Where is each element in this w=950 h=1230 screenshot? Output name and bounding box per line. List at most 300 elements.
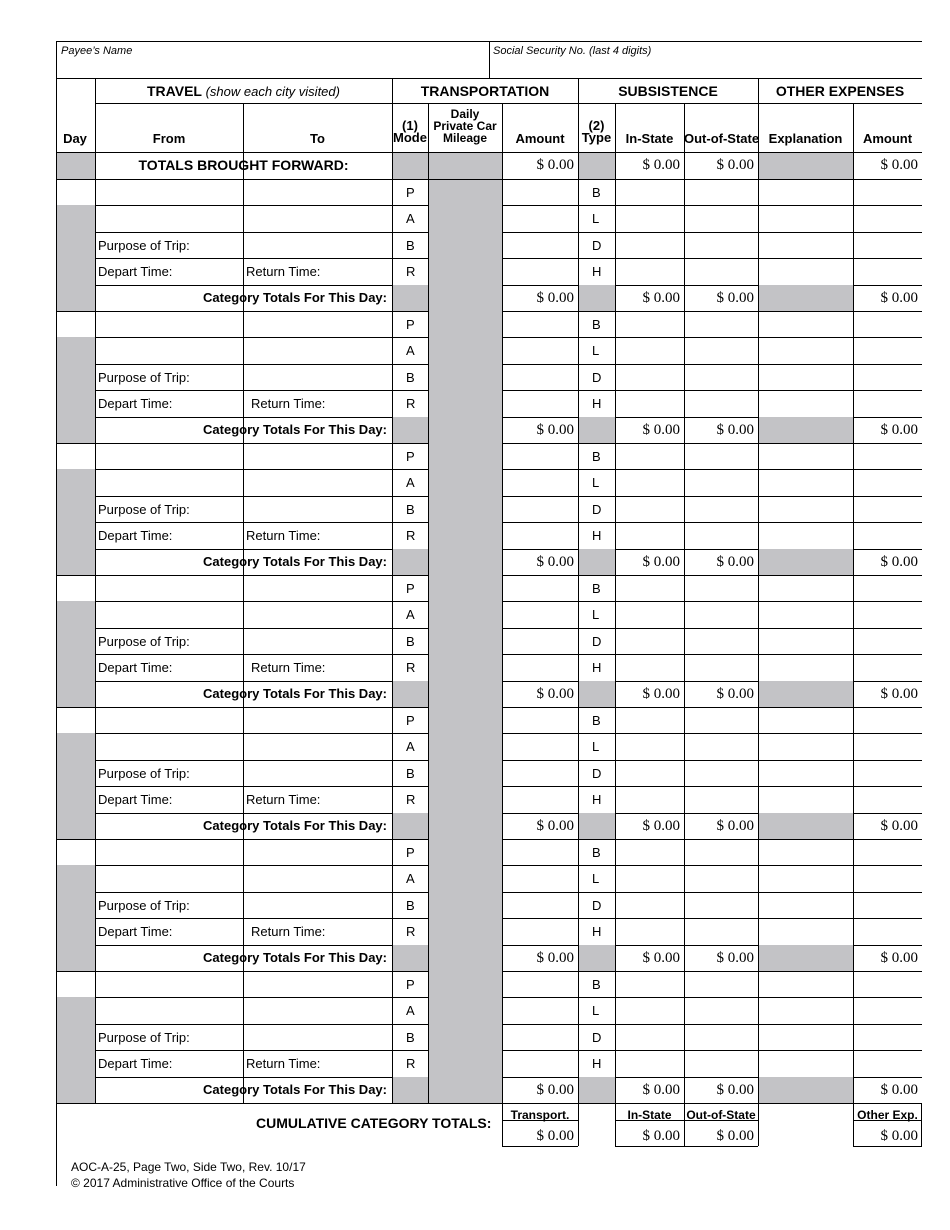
to-city-field[interactable] bbox=[244, 338, 391, 363]
in-state-field[interactable] bbox=[616, 840, 683, 864]
out-of-state-field[interactable] bbox=[685, 312, 757, 336]
in-state-field[interactable] bbox=[616, 761, 683, 785]
payee-name-label: Payee’s Name bbox=[61, 45, 133, 57]
transport-amount-field[interactable] bbox=[503, 259, 577, 284]
other-amount-field[interactable] bbox=[854, 655, 921, 680]
return-time-field[interactable] bbox=[329, 259, 391, 284]
out-of-state-field[interactable] bbox=[685, 444, 757, 468]
depart-time-field[interactable] bbox=[176, 259, 242, 284]
explanation-field[interactable] bbox=[759, 998, 852, 1023]
depart-time-field[interactable] bbox=[176, 787, 242, 812]
other-amount-field[interactable] bbox=[854, 998, 921, 1023]
in-state-field[interactable] bbox=[616, 708, 683, 732]
transport-amount-field[interactable] bbox=[503, 761, 577, 785]
other-amount-field[interactable] bbox=[854, 972, 921, 996]
in-state-field[interactable] bbox=[616, 972, 683, 996]
mileage-shade bbox=[428, 179, 502, 205]
in-state-field[interactable] bbox=[616, 523, 683, 548]
in-state-field[interactable] bbox=[616, 1051, 683, 1076]
type-code: H bbox=[592, 660, 602, 675]
other-amount-field[interactable] bbox=[854, 708, 921, 732]
type-code: L bbox=[592, 343, 600, 358]
depart-time-label: Depart Time: bbox=[98, 396, 173, 411]
out-of-state-field[interactable] bbox=[685, 180, 757, 204]
depart-time-label: Depart Time: bbox=[98, 1056, 173, 1071]
out-of-state-field[interactable] bbox=[685, 206, 757, 231]
out-of-state-field[interactable] bbox=[685, 365, 757, 389]
type-code: L bbox=[592, 607, 600, 622]
out-of-state-field[interactable] bbox=[685, 576, 757, 600]
mode-code: B bbox=[406, 370, 415, 385]
other-amount-field[interactable] bbox=[854, 523, 921, 548]
out-of-state-field[interactable] bbox=[685, 761, 757, 785]
ssn-label: Social Security No. (last 4 digits) bbox=[493, 45, 652, 57]
explanation-field[interactable] bbox=[759, 233, 852, 257]
day-field[interactable] bbox=[57, 180, 94, 204]
explanation-field[interactable] bbox=[759, 602, 852, 627]
purpose-of-trip-field[interactable] bbox=[196, 233, 391, 257]
mode-code: A bbox=[406, 739, 415, 754]
grid-line bbox=[56, 1103, 922, 1104]
explanation-field[interactable] bbox=[759, 761, 852, 785]
day-field[interactable] bbox=[57, 312, 94, 336]
other-amount-field[interactable] bbox=[854, 866, 921, 891]
explanation-field[interactable] bbox=[759, 444, 852, 468]
transport-amount-field[interactable] bbox=[503, 734, 577, 759]
day-other-total: $ 0.00 bbox=[880, 554, 918, 570]
purpose-of-trip-field[interactable] bbox=[196, 497, 391, 521]
out-of-state-field[interactable] bbox=[685, 629, 757, 653]
day-transport-total: $ 0.00 bbox=[536, 554, 574, 570]
transport-amount-field[interactable] bbox=[503, 233, 577, 257]
out-of-state-field[interactable] bbox=[685, 919, 757, 944]
out-of-state-field[interactable] bbox=[685, 972, 757, 996]
to-city-field[interactable] bbox=[244, 576, 391, 600]
from-city-field[interactable] bbox=[96, 602, 242, 627]
other-amount-field[interactable] bbox=[854, 602, 921, 627]
transport-amount-field[interactable] bbox=[503, 998, 577, 1023]
out-of-state-field[interactable] bbox=[685, 470, 757, 495]
other-amount-field[interactable] bbox=[854, 893, 921, 917]
day-field[interactable] bbox=[57, 708, 94, 732]
transport-amount-field[interactable] bbox=[503, 338, 577, 363]
out-of-state-field[interactable] bbox=[685, 497, 757, 521]
in-state-field[interactable] bbox=[616, 259, 683, 284]
return-time-label: Return Time: bbox=[251, 396, 326, 411]
explanation-field[interactable] bbox=[759, 655, 852, 680]
explanation-field[interactable] bbox=[759, 497, 852, 521]
day-transport-total: $ 0.00 bbox=[536, 950, 574, 966]
grid-line bbox=[95, 78, 96, 1103]
in-state-field[interactable] bbox=[616, 787, 683, 812]
mileage-shade bbox=[428, 285, 502, 311]
to-city-field[interactable] bbox=[244, 444, 391, 468]
out-of-state-field[interactable] bbox=[685, 840, 757, 864]
to-city-field[interactable] bbox=[244, 708, 391, 732]
in-state-field[interactable] bbox=[616, 893, 683, 917]
day-shade bbox=[57, 654, 95, 681]
transport-amount-field[interactable] bbox=[503, 1025, 577, 1049]
travel-title: TRAVEL bbox=[147, 83, 202, 99]
mode-code: P bbox=[406, 449, 415, 464]
transport-amount-field[interactable] bbox=[503, 972, 577, 996]
other-amount-field[interactable] bbox=[854, 470, 921, 495]
in-state-field[interactable] bbox=[616, 919, 683, 944]
other-amount-field[interactable] bbox=[854, 312, 921, 336]
mode-code: R bbox=[406, 396, 416, 411]
depart-time-field[interactable] bbox=[176, 523, 242, 548]
mode-code: R bbox=[406, 660, 416, 675]
day-field[interactable] bbox=[57, 972, 94, 996]
type-code: D bbox=[592, 502, 602, 517]
in-state-field[interactable] bbox=[616, 655, 683, 680]
in-state-field[interactable] bbox=[616, 576, 683, 600]
return-time-field[interactable] bbox=[329, 919, 391, 944]
col-mode-number: (1) bbox=[402, 118, 418, 133]
day-in-state-total: $ 0.00 bbox=[642, 950, 680, 966]
from-city-field[interactable] bbox=[96, 470, 242, 495]
explanation-field[interactable] bbox=[759, 972, 852, 996]
to-city-field[interactable] bbox=[244, 972, 391, 996]
from-city-field[interactable] bbox=[96, 444, 242, 468]
mileage-shade bbox=[428, 522, 502, 549]
day-field[interactable] bbox=[57, 444, 94, 468]
mileage-shade bbox=[428, 733, 502, 760]
transport-amount-field[interactable] bbox=[503, 391, 577, 416]
from-city-field[interactable] bbox=[96, 708, 242, 732]
transport-amount-field[interactable] bbox=[503, 629, 577, 653]
out-of-state-field[interactable] bbox=[685, 893, 757, 917]
in-state-field[interactable] bbox=[616, 338, 683, 363]
type-code: B bbox=[592, 185, 601, 200]
in-state-field[interactable] bbox=[616, 470, 683, 495]
out-of-state-field[interactable] bbox=[685, 998, 757, 1023]
in-state-field[interactable] bbox=[616, 365, 683, 389]
type-code: H bbox=[592, 396, 602, 411]
day-shade bbox=[57, 258, 95, 285]
return-time-field[interactable] bbox=[329, 391, 391, 416]
explanation-field[interactable] bbox=[759, 919, 852, 944]
explanation-field[interactable] bbox=[759, 523, 852, 548]
day-in-state-total: $ 0.00 bbox=[642, 554, 680, 570]
transport-amount-field[interactable] bbox=[503, 470, 577, 495]
in-state-field[interactable] bbox=[616, 391, 683, 416]
day-transport-total: $ 0.00 bbox=[536, 422, 574, 438]
other-amount-field[interactable] bbox=[854, 734, 921, 759]
transport-amount-field[interactable] bbox=[503, 206, 577, 231]
depart-time-field[interactable] bbox=[176, 919, 242, 944]
out-of-state-field[interactable] bbox=[685, 708, 757, 732]
in-state-field[interactable] bbox=[616, 497, 683, 521]
total-explanation-shade bbox=[758, 945, 853, 971]
mode-code: A bbox=[406, 1003, 415, 1018]
day-field[interactable] bbox=[57, 840, 94, 864]
mileage-shade bbox=[428, 813, 502, 839]
explanation-field[interactable] bbox=[759, 391, 852, 416]
out-of-state-field[interactable] bbox=[685, 1051, 757, 1076]
day-other-total: $ 0.00 bbox=[880, 422, 918, 438]
col-from: From bbox=[152, 131, 186, 146]
mileage-shade bbox=[428, 971, 502, 997]
day-shade bbox=[57, 390, 95, 417]
other-amount-field[interactable] bbox=[854, 919, 921, 944]
type-code: L bbox=[592, 1003, 600, 1018]
total-type-shade bbox=[578, 285, 615, 311]
to-city-field[interactable] bbox=[244, 602, 391, 627]
transport-amount-field[interactable] bbox=[503, 787, 577, 812]
in-state-field[interactable] bbox=[616, 734, 683, 759]
day-transport-total: $ 0.00 bbox=[536, 818, 574, 834]
explanation-field[interactable] bbox=[759, 338, 852, 363]
grid-line bbox=[428, 103, 429, 1103]
transport-amount-field[interactable] bbox=[503, 1051, 577, 1076]
mode-code: P bbox=[406, 317, 415, 332]
from-city-field[interactable] bbox=[96, 576, 242, 600]
grid-line bbox=[684, 103, 685, 1103]
explanation-field[interactable] bbox=[759, 259, 852, 284]
day-out-of-state-total: $ 0.00 bbox=[716, 818, 754, 834]
in-state-field[interactable] bbox=[616, 602, 683, 627]
to-city-field[interactable] bbox=[244, 866, 391, 891]
out-of-state-field[interactable] bbox=[685, 338, 757, 363]
mileage-shade bbox=[428, 707, 502, 733]
out-of-state-field[interactable] bbox=[685, 787, 757, 812]
transport-amount-field[interactable] bbox=[503, 312, 577, 336]
to-city-field[interactable] bbox=[244, 998, 391, 1023]
mileage-shade bbox=[428, 865, 502, 892]
forward-in-state-amount: $ 0.00 bbox=[642, 157, 680, 173]
transport-amount-field[interactable] bbox=[503, 497, 577, 521]
cumulative-in-state-label: In-State bbox=[627, 1108, 672, 1122]
out-of-state-field[interactable] bbox=[685, 233, 757, 257]
out-of-state-field[interactable] bbox=[685, 1025, 757, 1049]
other-amount-field[interactable] bbox=[854, 787, 921, 812]
explanation-field[interactable] bbox=[759, 893, 852, 917]
in-state-field[interactable] bbox=[616, 206, 683, 231]
to-city-field[interactable] bbox=[244, 734, 391, 759]
total-mode-shade bbox=[392, 813, 428, 839]
in-state-field[interactable] bbox=[616, 998, 683, 1023]
from-city-field[interactable] bbox=[96, 972, 242, 996]
purpose-of-trip-field[interactable] bbox=[196, 893, 391, 917]
explanation-field[interactable] bbox=[759, 840, 852, 864]
total-mode-shade bbox=[392, 945, 428, 971]
other-amount-field[interactable] bbox=[854, 444, 921, 468]
out-of-state-field[interactable] bbox=[685, 602, 757, 627]
from-city-field[interactable] bbox=[96, 338, 242, 363]
depart-time-field[interactable] bbox=[176, 391, 242, 416]
explanation-field[interactable] bbox=[759, 365, 852, 389]
explanation-field[interactable] bbox=[759, 576, 852, 600]
mileage-shade bbox=[428, 786, 502, 813]
day-out-of-state-total: $ 0.00 bbox=[716, 950, 754, 966]
return-time-field[interactable] bbox=[329, 655, 391, 680]
in-state-field[interactable] bbox=[616, 866, 683, 891]
transport-amount-field[interactable] bbox=[503, 708, 577, 732]
from-city-field[interactable] bbox=[96, 734, 242, 759]
mode-code: R bbox=[406, 792, 416, 807]
forward-other-amount: $ 0.00 bbox=[880, 157, 918, 173]
mileage-shade bbox=[428, 945, 502, 971]
day-field[interactable] bbox=[57, 576, 94, 600]
mileage-shade bbox=[428, 364, 502, 390]
col-transport-amount: Amount bbox=[515, 131, 565, 146]
transport-amount-field[interactable] bbox=[503, 919, 577, 944]
transport-amount-field[interactable] bbox=[503, 444, 577, 468]
col-explanation: Explanation bbox=[768, 131, 843, 146]
from-city-field[interactable] bbox=[96, 312, 242, 336]
explanation-field[interactable] bbox=[759, 206, 852, 231]
transport-amount-field[interactable] bbox=[503, 866, 577, 891]
day-shade bbox=[57, 786, 95, 813]
other-amount-field[interactable] bbox=[854, 233, 921, 257]
transport-amount-field[interactable] bbox=[503, 602, 577, 627]
transport-amount-field[interactable] bbox=[503, 655, 577, 680]
payee-name-field[interactable] bbox=[58, 57, 487, 77]
to-city-field[interactable] bbox=[244, 180, 391, 204]
depart-time-field[interactable] bbox=[176, 1051, 242, 1076]
other-amount-field[interactable] bbox=[854, 629, 921, 653]
explanation-field[interactable] bbox=[759, 787, 852, 812]
in-state-field[interactable] bbox=[616, 1025, 683, 1049]
other-amount-field[interactable] bbox=[854, 180, 921, 204]
purpose-of-trip-label: Purpose of Trip: bbox=[98, 502, 190, 517]
day-shade bbox=[57, 601, 95, 628]
other-amount-field[interactable] bbox=[854, 497, 921, 521]
mode-code: B bbox=[406, 766, 415, 781]
mileage-shade bbox=[428, 1050, 502, 1077]
type-code: B bbox=[592, 845, 601, 860]
out-of-state-field[interactable] bbox=[685, 523, 757, 548]
cumulative-other-label: Other Exp. bbox=[857, 1108, 918, 1122]
purpose-of-trip-label: Purpose of Trip: bbox=[98, 238, 190, 253]
other-amount-field[interactable] bbox=[854, 1025, 921, 1049]
out-of-state-field[interactable] bbox=[685, 866, 757, 891]
explanation-field[interactable] bbox=[759, 734, 852, 759]
travel-subtitle: (show each city visited) bbox=[205, 84, 340, 99]
transport-amount-field[interactable] bbox=[503, 180, 577, 204]
depart-time-label: Depart Time: bbox=[98, 792, 173, 807]
purpose-of-trip-field[interactable] bbox=[196, 365, 391, 389]
ssn-field[interactable] bbox=[491, 57, 921, 77]
category-totals-label: Category Totals For This Day: bbox=[203, 554, 387, 569]
mileage-shade bbox=[428, 601, 502, 628]
grid-line bbox=[578, 78, 579, 1103]
transport-amount-field[interactable] bbox=[503, 523, 577, 548]
from-city-field[interactable] bbox=[96, 206, 242, 231]
type-code: D bbox=[592, 634, 602, 649]
mode-code: B bbox=[406, 502, 415, 517]
mode-code: P bbox=[406, 713, 415, 728]
depart-time-field[interactable] bbox=[176, 655, 242, 680]
purpose-of-trip-field[interactable] bbox=[196, 1025, 391, 1049]
other-amount-field[interactable] bbox=[854, 259, 921, 284]
grid-line bbox=[392, 78, 393, 1103]
transport-amount-field[interactable] bbox=[503, 576, 577, 600]
other-amount-field[interactable] bbox=[854, 365, 921, 389]
other-amount-field[interactable] bbox=[854, 840, 921, 864]
out-of-state-field[interactable] bbox=[685, 734, 757, 759]
transport-amount-field[interactable] bbox=[503, 365, 577, 389]
other-amount-field[interactable] bbox=[854, 206, 921, 231]
to-city-field[interactable] bbox=[244, 470, 391, 495]
purpose-of-trip-field[interactable] bbox=[196, 761, 391, 785]
in-state-field[interactable] bbox=[616, 233, 683, 257]
forward-day-shade bbox=[57, 152, 95, 179]
day-other-total: $ 0.00 bbox=[880, 1082, 918, 1098]
mode-code: A bbox=[406, 475, 415, 490]
day-shade bbox=[57, 232, 95, 258]
explanation-field[interactable] bbox=[759, 866, 852, 891]
to-city-field[interactable] bbox=[244, 312, 391, 336]
col-mode: Mode bbox=[393, 130, 427, 145]
explanation-field[interactable] bbox=[759, 470, 852, 495]
in-state-field[interactable] bbox=[616, 444, 683, 468]
day-other-total: $ 0.00 bbox=[880, 290, 918, 306]
grid-line bbox=[243, 103, 244, 1103]
mileage-shade bbox=[428, 681, 502, 707]
to-city-field[interactable] bbox=[244, 840, 391, 864]
explanation-field[interactable] bbox=[759, 708, 852, 732]
explanation-field[interactable] bbox=[759, 1025, 852, 1049]
from-city-field[interactable] bbox=[96, 180, 242, 204]
from-city-field[interactable] bbox=[96, 866, 242, 891]
return-time-field[interactable] bbox=[329, 787, 391, 812]
in-state-field[interactable] bbox=[616, 629, 683, 653]
from-city-field[interactable] bbox=[96, 998, 242, 1023]
explanation-field[interactable] bbox=[759, 312, 852, 336]
purpose-of-trip-field[interactable] bbox=[196, 629, 391, 653]
mileage-shade bbox=[428, 997, 502, 1024]
mode-code: R bbox=[406, 924, 416, 939]
other-amount-field[interactable] bbox=[854, 1051, 921, 1076]
type-code: B bbox=[592, 317, 601, 332]
total-type-shade bbox=[578, 945, 615, 971]
other-amount-field[interactable] bbox=[854, 761, 921, 785]
other-amount-field[interactable] bbox=[854, 391, 921, 416]
other-amount-field[interactable] bbox=[854, 338, 921, 363]
in-state-field[interactable] bbox=[616, 312, 683, 336]
forward-transport-amount: $ 0.00 bbox=[536, 157, 574, 173]
explanation-field[interactable] bbox=[759, 180, 852, 204]
out-of-state-field[interactable] bbox=[685, 655, 757, 680]
transport-amount-field[interactable] bbox=[503, 893, 577, 917]
subsistence-group-header: SUBSISTENCE bbox=[618, 83, 718, 99]
grid-line bbox=[615, 103, 616, 1103]
explanation-field[interactable] bbox=[759, 629, 852, 653]
other-amount-field[interactable] bbox=[854, 576, 921, 600]
transport-amount-field[interactable] bbox=[503, 840, 577, 864]
grid-line bbox=[853, 103, 854, 1103]
return-time-field[interactable] bbox=[329, 523, 391, 548]
return-time-field[interactable] bbox=[329, 1051, 391, 1076]
to-city-field[interactable] bbox=[244, 206, 391, 231]
cumulative-out-of-state-label: Out-of-State bbox=[686, 1108, 756, 1122]
total-type-shade bbox=[578, 549, 615, 575]
explanation-field[interactable] bbox=[759, 1051, 852, 1076]
return-time-label: Return Time: bbox=[246, 792, 321, 807]
from-city-field[interactable] bbox=[96, 840, 242, 864]
day-out-of-state-total: $ 0.00 bbox=[716, 554, 754, 570]
total-mode-shade bbox=[392, 1077, 428, 1103]
in-state-field[interactable] bbox=[616, 180, 683, 204]
grid-line bbox=[615, 1146, 758, 1147]
out-of-state-field[interactable] bbox=[685, 259, 757, 284]
out-of-state-field[interactable] bbox=[685, 391, 757, 416]
purpose-of-trip-label: Purpose of Trip: bbox=[98, 370, 190, 385]
mileage-shade bbox=[428, 549, 502, 575]
mileage-shade bbox=[428, 628, 502, 654]
